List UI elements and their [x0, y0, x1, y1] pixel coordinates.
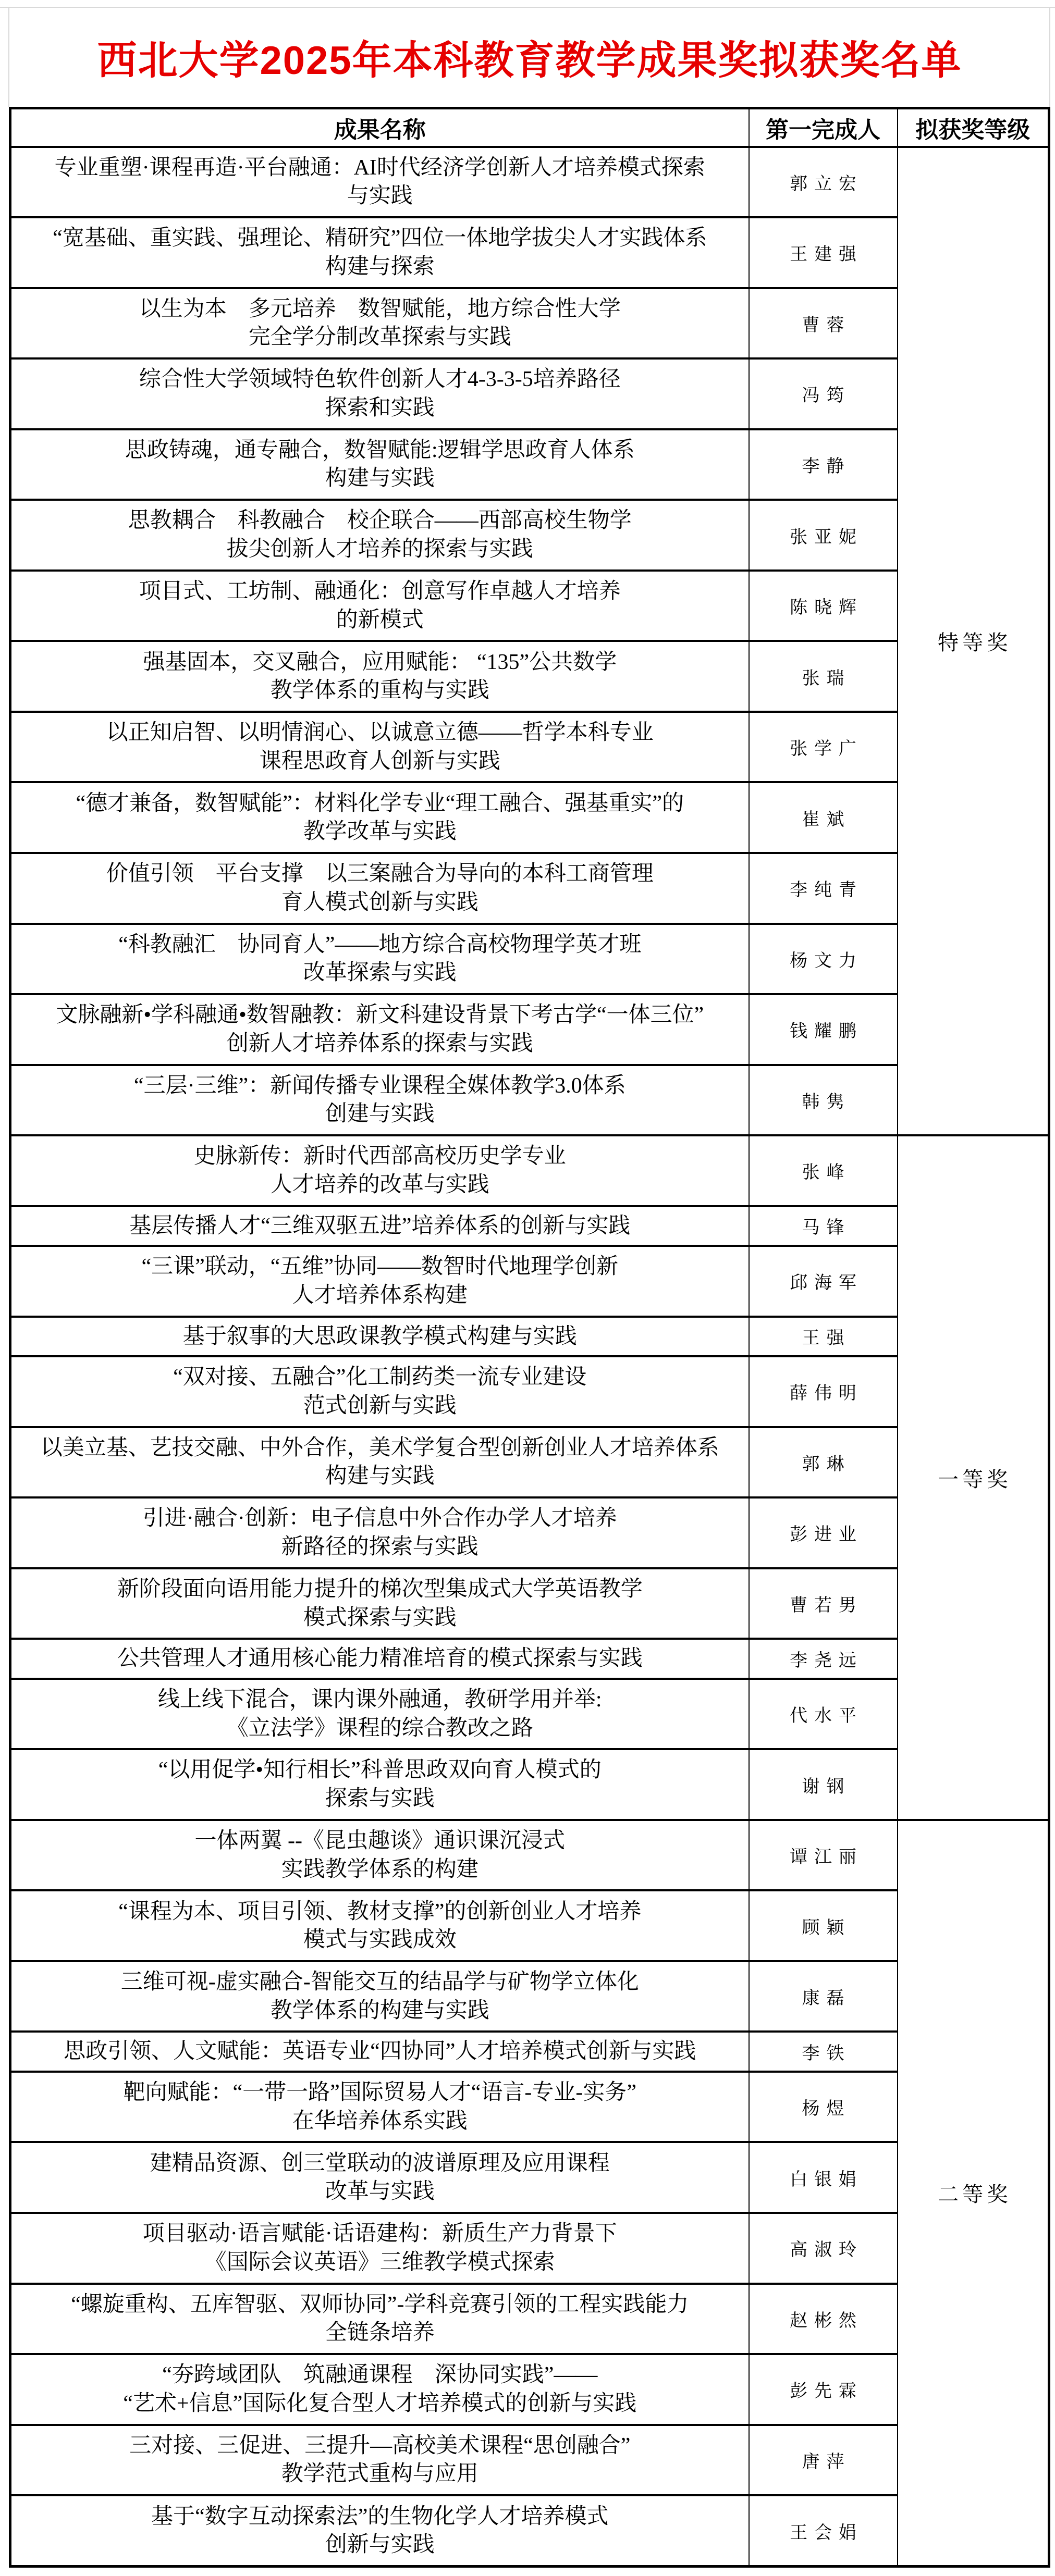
achievement-name-line: 《国际会议英语》三维教学模式探索 [204, 2250, 555, 2274]
achievement-name-line: 育人模式创新与实践 [281, 890, 479, 914]
achievement-name-line: “艺术+信息”国际化复合型人才培养模式的创新与实践 [123, 2391, 637, 2416]
first-completer-name: 谭江丽 [790, 1848, 863, 1867]
achievement-name-cell [10, 1820, 749, 1891]
first-completer-name: 李纯青 [790, 881, 863, 900]
achievement-name-line: 改革探索与实践 [303, 961, 457, 985]
first-completer-cell [749, 147, 898, 218]
achievement-name-line: “双对接、五融合”化工制药类一流专业建设 [173, 1365, 587, 1390]
first-completer-name: 白银娟 [790, 2170, 863, 2189]
first-completer-name: 彭进业 [790, 1525, 863, 1545]
achievement-name-line: 公共管理人才通用核心能力精准培育的模式探索与实践 [117, 1646, 643, 1671]
first-completer-name: 郭琳 [802, 1454, 851, 1474]
achievement-name-line: 思政铸魂，通专融合，数智赋能:逻辑学思政育人体系 [125, 438, 635, 462]
table-row [10, 429, 1049, 500]
achievement-name-cell [10, 853, 749, 924]
achievement-name-line: 完全学分制改革探索与实践 [248, 325, 511, 350]
achievement-name-line: 全链条培养 [325, 2321, 435, 2345]
first-completer-cell [749, 782, 898, 853]
table-row [10, 1427, 1049, 1498]
table-row [10, 1356, 1049, 1427]
achievement-name-line: 实践教学体系的构建 [281, 1857, 479, 1881]
achievement-name-line: 人才培养的改革与实践 [270, 1172, 489, 1197]
first-completer-name: 冯筠 [802, 386, 851, 406]
achievement-name-line: 在华培养体系实践 [292, 2109, 468, 2133]
achievement-name-cell [10, 782, 749, 853]
achievement-name-cell [10, 1568, 749, 1639]
first-completer-name: 张亚妮 [790, 527, 863, 547]
first-completer-cell [749, 1246, 898, 1317]
first-completer-cell [749, 712, 898, 783]
achievement-name-line: 以美立基、艺技交融、中外合作，美术学复合型创新创业人才培养体系 [40, 1435, 719, 1460]
table-row [10, 2284, 1049, 2355]
results-table-body [10, 147, 1049, 2567]
table-row [10, 217, 1049, 288]
achievement-name-line: 价值引领 平台支撑 以三案融合为导向的本科工商管理 [106, 862, 654, 886]
table-header-row [10, 108, 1049, 147]
award-grade-label: 二等奖 [938, 2183, 1012, 2207]
table-header [10, 108, 1049, 147]
first-completer-name: 曹蓉 [802, 315, 851, 335]
award-grade-cell [898, 1820, 1049, 2567]
achievement-name-cell [10, 924, 749, 995]
achievement-name-cell [10, 429, 749, 500]
table-row [10, 1820, 1049, 1891]
achievement-name-line: “德才兼备，数智赋能”：材料化学专业“理工融合、强基重实”的 [76, 791, 684, 815]
first-completer-cell [749, 2032, 898, 2071]
achievement-name-line: 新路径的探索与实践 [281, 1534, 479, 1559]
achievement-name-cell [10, 641, 749, 712]
first-completer-cell [749, 2425, 898, 2496]
header-first-completer: 第一完成人 [749, 108, 898, 147]
achievement-name-line: 教学体系的重构与实践 [270, 678, 489, 703]
first-completer-name: 张瑞 [802, 668, 851, 688]
achievement-name-line: “宽基础、重实践、强理论、精研究”四位一体地学拔尖人才实践体系 [53, 226, 707, 251]
achievement-name-line: 靶向赋能：“一带一路”国际贸易人才“语言-专业-实务” [123, 2080, 637, 2105]
table-row [10, 571, 1049, 641]
first-completer-name: 赵彬然 [790, 2311, 863, 2331]
table-row [10, 1568, 1049, 1639]
first-completer-name: 杨煜 [802, 2099, 851, 2119]
achievement-name-cell [10, 288, 749, 359]
achievement-name-cell [10, 994, 749, 1065]
first-completer-cell [749, 1135, 898, 1206]
achievement-name-cell [10, 2032, 749, 2071]
table-row [10, 288, 1049, 359]
achievement-name-line: 三对接、三促进、三提升—高校美术课程“思创融合” [129, 2433, 631, 2458]
first-completer-name: 谢钢 [802, 1777, 851, 1797]
first-completer-cell [749, 1820, 898, 1891]
table-row [10, 712, 1049, 783]
first-completer-cell [749, 2213, 898, 2284]
table-row [10, 358, 1049, 429]
achievement-name-line: 文脉融新•学科融通•数智融教：新文科建设背景下考古学“一体三位” [56, 1003, 704, 1027]
table-row [10, 1317, 1049, 1356]
achievement-name-cell [10, 1427, 749, 1498]
first-completer-name: 崔斌 [802, 810, 851, 829]
first-completer-cell [749, 429, 898, 500]
achievement-name-line: 项目驱动·语言赋能·话语建构：新质生产力背景下 [142, 2222, 617, 2246]
first-completer-name: 王会娟 [790, 2523, 863, 2543]
first-completer-name: 高淑玲 [790, 2240, 863, 2260]
table-row [10, 1497, 1049, 1568]
header-achievement-name: 成果名称 [10, 108, 749, 147]
page-title: 西北大学2025年本科教育教学成果奖拟获奖名单 [97, 38, 962, 83]
award-results-table [9, 107, 1050, 2568]
table-row [10, 1961, 1049, 2032]
first-completer-cell [749, 571, 898, 641]
first-completer-name: 康磊 [802, 1989, 851, 2009]
first-completer-cell [749, 2284, 898, 2355]
achievement-name-line: 教学范式重构与应用 [281, 2462, 479, 2486]
achievement-name-line: 引进·融合·创新：电子信息中外合作办学人才培养 [142, 1506, 617, 1531]
achievement-name-line: 构建与实践 [325, 466, 435, 491]
achievement-name-cell [10, 1890, 749, 1961]
first-completer-cell [749, 924, 898, 995]
table-row [10, 2142, 1049, 2213]
achievement-name-line: “课程为本、项目引领、教材支撑”的创新创业人才培养 [118, 1899, 642, 1924]
achievement-name-cell [10, 1356, 749, 1427]
achievement-name-line: 课程思政育人创新与实践 [259, 749, 500, 773]
achievement-name-cell [10, 2425, 749, 2496]
table-row [10, 2495, 1049, 2566]
title-block [9, 8, 1050, 106]
first-completer-cell [749, 2142, 898, 2213]
achievement-name-line: “以用促学•知行相长”科普思政双向育人模式的 [158, 1758, 602, 1782]
table-row [10, 1206, 1049, 1246]
achievement-name-line: 强基固本，交叉融合，应用赋能： “135”公共数学 [143, 650, 617, 674]
first-completer-name: 顾颖 [802, 1918, 851, 1938]
achievement-name-line: 范式创新与实践 [303, 1393, 457, 1418]
first-completer-cell [749, 853, 898, 924]
achievement-name-line: 模式与实践成效 [303, 1928, 457, 1952]
first-completer-cell [749, 2495, 898, 2566]
achievement-name-cell [10, 2213, 749, 2284]
achievement-name-line: 以正知启智、以明情润心、以诚意立德——哲学本科专业 [106, 721, 654, 745]
first-completer-name: 李静 [802, 456, 851, 476]
achievement-name-line: 探索与实践 [325, 1787, 435, 1811]
first-completer-name: 张峰 [802, 1163, 851, 1183]
achievement-name-line: 基于“数字互动探索法”的生物化学人才培养模式 [151, 2504, 609, 2529]
first-completer-name: 张学广 [790, 739, 863, 759]
achievement-name-line: 思教耦合 科教融合 校企联合——西部高校生物学 [128, 509, 632, 533]
first-completer-cell [749, 1065, 898, 1136]
achievement-name-line: 模式探索与实践 [303, 1605, 457, 1630]
achievement-name-cell [10, 571, 749, 641]
achievement-name-cell [10, 2284, 749, 2355]
first-completer-name: 王建强 [790, 245, 863, 265]
achievement-name-cell [10, 712, 749, 783]
achievement-name-line: 构建与实践 [325, 1464, 435, 1489]
achievement-name-line: 以生为本 多元培养 数智赋能，地方综合性大学 [139, 296, 621, 321]
table-row [10, 1135, 1049, 1206]
first-completer-cell [749, 1890, 898, 1961]
achievement-name-cell [10, 2072, 749, 2142]
achievement-name-line: 创新人才培养体系的探索与实践 [226, 1031, 533, 1056]
header-award-grade: 拟获奖等级 [898, 108, 1049, 147]
achievement-name-line: 综合性大学领域特色软件创新人才4-3-3-5培养路径 [139, 367, 621, 392]
achievement-name-line: 创建与实践 [325, 1102, 435, 1126]
achievement-name-line: 创新与实践 [325, 2533, 435, 2557]
achievement-name-line: 新阶段面向语用能力提升的梯次型集成式大学英语教学 [117, 1577, 643, 1601]
achievement-name-cell [10, 2495, 749, 2566]
first-completer-name: 郭立宏 [790, 174, 863, 194]
first-completer-name: 邱海军 [790, 1273, 863, 1293]
first-completer-name: 李尧远 [790, 1651, 863, 1671]
table-row [10, 2072, 1049, 2142]
achievement-name-line: 基层传播人才“三维双驱五进”培养体系的创新与实践 [129, 1213, 631, 1238]
first-completer-cell [749, 1961, 898, 2032]
achievement-name-cell [10, 358, 749, 429]
table-row [10, 1749, 1049, 1820]
first-completer-cell [749, 2072, 898, 2142]
achievement-name-cell [10, 500, 749, 571]
award-grade-cell [898, 1135, 1049, 1820]
table-row [10, 500, 1049, 571]
first-completer-cell [749, 1568, 898, 1639]
first-completer-cell [749, 1317, 898, 1356]
table-row [10, 1639, 1049, 1678]
first-completer-cell [749, 2354, 898, 2425]
achievement-name-cell [10, 217, 749, 288]
achievement-name-line: 三维可视-虚实融合-智能交互的结晶学与矿物学立体化 [120, 1970, 639, 1995]
achievement-name-line: 《立法学》课程的综合教改之路 [226, 1716, 533, 1740]
achievement-name-line: 专业重塑·课程再造·平台融通：AI时代经济学创新人才培养模式探索 [54, 155, 705, 180]
achievement-name-cell [10, 1961, 749, 2032]
achievement-name-cell [10, 1317, 749, 1356]
achievement-name-cell [10, 1135, 749, 1206]
first-completer-cell [749, 1497, 898, 1568]
achievement-name-line: 思政引领、人文赋能：英语专业“四协同”人才培养模式创新与实践 [64, 2039, 696, 2064]
first-completer-cell [749, 1679, 898, 1750]
table-row [10, 2354, 1049, 2425]
achievement-name-cell [10, 1679, 749, 1750]
achievement-name-line: “螺旋重构、五库智驱、双师协同”-学科竞赛引领的工程实践能力 [71, 2292, 689, 2317]
achievement-name-cell [10, 2142, 749, 2213]
table-row [10, 2425, 1049, 2496]
table-row [10, 2213, 1049, 2284]
achievement-name-cell [10, 1639, 749, 1678]
achievement-name-line: “科教融汇 协同育人”——地方综合高校物理学英才班 [118, 932, 642, 957]
first-completer-cell [749, 1427, 898, 1498]
achievement-name-cell [10, 2354, 749, 2425]
first-completer-cell [749, 641, 898, 712]
first-completer-name: 曹若男 [790, 1596, 863, 1616]
achievement-name-line: 项目式、工坊制、融通化：创意写作卓越人才培养 [139, 579, 621, 603]
achievement-name-cell [10, 1206, 749, 1246]
award-grade-label: 特等奖 [938, 630, 1012, 654]
first-completer-cell [749, 1206, 898, 1246]
first-completer-name: 代水平 [790, 1706, 863, 1726]
first-completer-name: 杨文力 [790, 951, 863, 971]
achievement-name-line: 的新模式 [336, 608, 424, 632]
achievement-name-line: 探索和实践 [325, 395, 435, 420]
achievement-name-line: 教学体系的构建与实践 [270, 1998, 489, 2023]
first-completer-cell [749, 994, 898, 1065]
achievement-name-line: “三层·三维”：新闻传播专业课程全媒体教学3.0体系 [133, 1073, 626, 1098]
achievement-name-line: 一体两翼 --《昆虫趣谈》通识课沉浸式 [194, 1829, 565, 1853]
award-grade-label: 一等奖 [938, 1467, 1012, 1491]
achievement-name-line: 史脉新传：新时代西部高校历史学专业 [193, 1144, 566, 1169]
first-completer-cell [749, 1749, 898, 1820]
table-row [10, 641, 1049, 712]
first-completer-cell [749, 288, 898, 359]
table-row [10, 924, 1049, 995]
table-row [10, 853, 1049, 924]
achievement-name-line: 拔尖创新人才培养的探索与实践 [226, 537, 533, 561]
first-completer-cell [749, 1639, 898, 1678]
first-completer-name: 薛伟明 [790, 1384, 863, 1404]
achievement-name-line: “三课”联动，“五维”协同——数智时代地理学创新 [141, 1255, 619, 1279]
achievement-name-line: 改革与实践 [325, 2179, 435, 2204]
first-completer-cell [749, 358, 898, 429]
achievement-name-line: 教学改革与实践 [303, 820, 457, 844]
first-completer-name: 李铁 [802, 2044, 851, 2064]
achievement-name-cell [10, 1497, 749, 1568]
achievement-name-line: 与实践 [347, 184, 413, 208]
achievement-name-cell [10, 147, 749, 218]
first-completer-cell [749, 500, 898, 571]
first-completer-name: 钱耀鹏 [790, 1022, 863, 1042]
achievement-name-cell [10, 1749, 749, 1820]
achievement-name-line: 线上线下混合，课内课外融通，教研学用并举: [157, 1687, 602, 1712]
table-row [10, 2032, 1049, 2071]
first-completer-name: 陈晓辉 [790, 598, 863, 618]
achievement-name-line: 构建与探索 [325, 254, 435, 279]
first-completer-name: 唐萍 [802, 2452, 851, 2472]
table-row [10, 1679, 1049, 1750]
achievement-name-line: “夯跨域团队 筑融通课程 深协同实践”—— [162, 2363, 598, 2387]
first-completer-name: 韩隽 [802, 1092, 851, 1112]
first-completer-name: 彭先霖 [790, 2382, 863, 2401]
table-row [10, 994, 1049, 1065]
first-completer-name: 王强 [802, 1329, 851, 1348]
table-row [10, 1246, 1049, 1317]
achievement-name-cell [10, 1246, 749, 1317]
achievement-name-line: 基于叙事的大思政课教学模式构建与实践 [182, 1324, 577, 1348]
first-completer-name: 马锋 [802, 1218, 851, 1238]
table-row [10, 782, 1049, 853]
first-completer-cell [749, 217, 898, 288]
achievement-name-line: 人才培养体系构建 [292, 1283, 468, 1307]
achievement-name-line: 建精品资源、创三堂联动的波谱原理及应用课程 [150, 2151, 610, 2175]
table-row [10, 1890, 1049, 1961]
table-row [10, 147, 1049, 218]
achievement-name-cell [10, 1065, 749, 1136]
first-completer-cell [749, 1356, 898, 1427]
table-row [10, 1065, 1049, 1136]
award-grade-cell [898, 147, 1049, 1136]
